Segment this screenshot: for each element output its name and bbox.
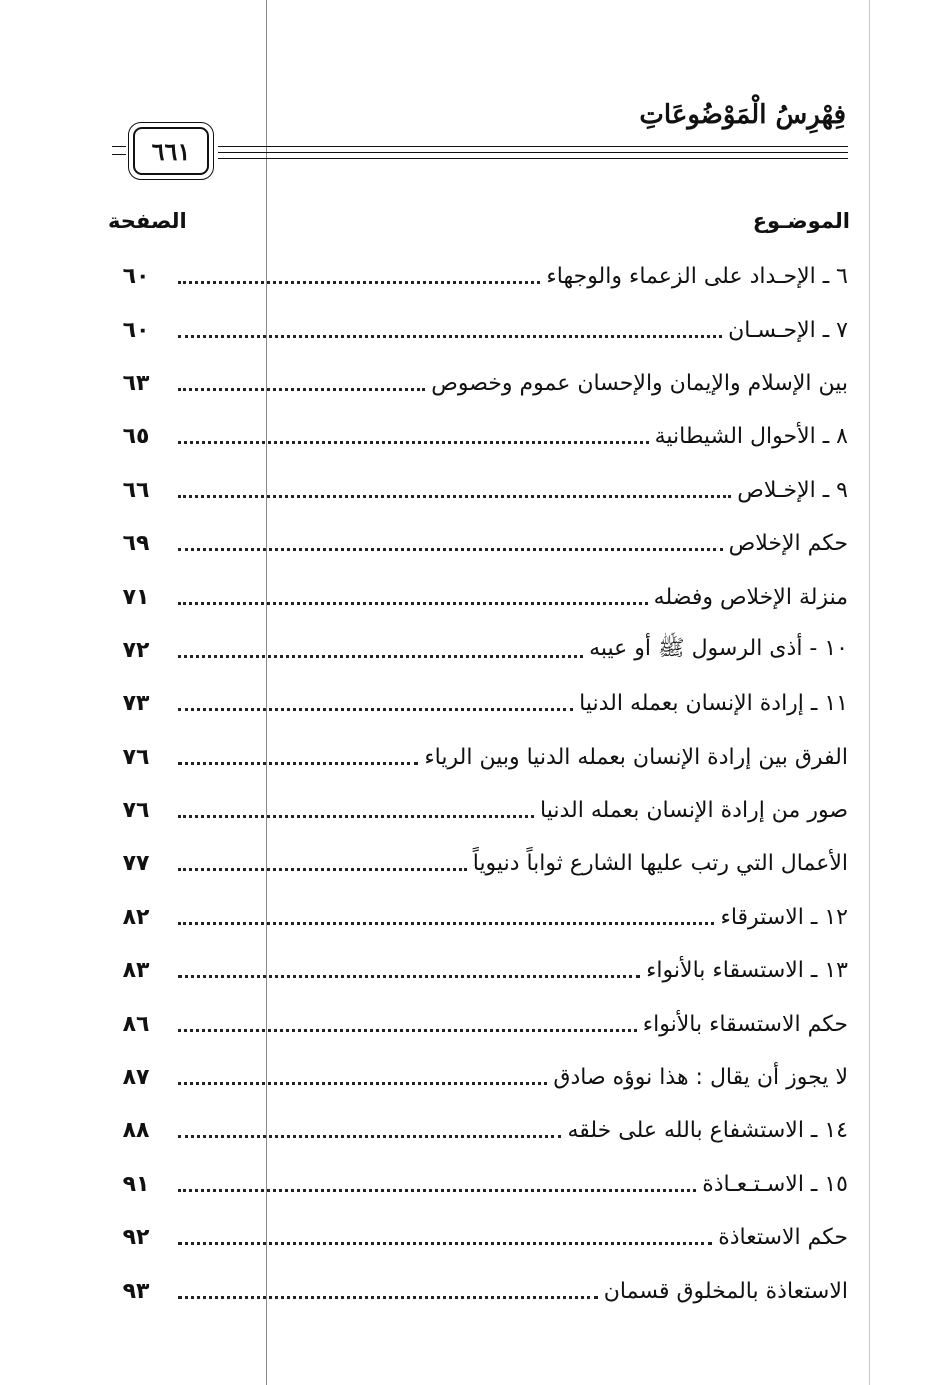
toc-entry-page: ٧١	[122, 584, 150, 610]
toc-leader-dots	[178, 655, 583, 658]
header-ornament	[112, 146, 126, 158]
toc-entry-title: ١٥ ـ الاسـتـعـاذة	[702, 1171, 848, 1197]
toc-entry-title: الفرق بين إرادة الإنسان بعمله الدنيا وبين الرياء	[424, 744, 848, 770]
toc-entry-page: ٧٢	[122, 637, 150, 663]
toc-entry-title: الاستعاذة بالمخلوق قسمان	[603, 1278, 848, 1304]
toc-entry-title: لا يجوز أن يقال : هذا نوؤه صادق	[553, 1065, 848, 1091]
toc-entry-page: ٩٣	[122, 1278, 150, 1304]
toc-entry	[100, 1158, 848, 1211]
page-number-badge	[133, 127, 209, 175]
toc-entry-title: ١٤ ـ الاستشفاع بالله على خلقه	[567, 1118, 848, 1144]
toc-entry-page: ٨٣	[122, 958, 150, 984]
toc-entry-page: ٩٢	[122, 1225, 150, 1251]
toc-leader-dots	[178, 922, 714, 925]
toc-entry-title: حكم الاستسقاء بالأنواء	[642, 1011, 848, 1037]
toc-entry	[100, 1051, 848, 1104]
toc-entry-page: ٨٢	[122, 904, 150, 930]
toc-entry	[100, 1104, 848, 1157]
toc-entry	[100, 410, 848, 463]
toc-entry	[100, 677, 848, 730]
toc-leader-dots	[178, 1082, 547, 1085]
table-of-contents	[100, 250, 848, 1318]
toc-entry-page: ٦٠	[122, 264, 150, 290]
toc-entry-page: ٦٣	[122, 370, 150, 396]
toc-leader-dots	[178, 495, 731, 498]
toc-entry-title: صور من إرادة الإنسان بعمله الدنيا	[540, 798, 848, 824]
toc-entry-title: منزلة الإخلاص وفضله	[653, 584, 848, 610]
toc-entry-page: ٧٣	[122, 691, 150, 717]
toc-leader-dots	[178, 281, 540, 284]
toc-entry	[100, 997, 848, 1050]
toc-entry-title: ٧ ـ الإحـسـان	[728, 317, 848, 343]
toc-leader-dots	[178, 975, 640, 978]
toc-entry-title: ١٣ ـ الاستسقاء بالأنواء	[646, 958, 848, 984]
toc-leader-dots	[178, 1296, 598, 1299]
toc-entry	[100, 464, 848, 517]
page-edge-line	[869, 0, 870, 1385]
toc-entry-page: ٧٦	[122, 744, 150, 770]
toc-leader-dots	[178, 548, 723, 551]
toc-entry-page: ٦٩	[122, 531, 150, 557]
page-number: ٦٦١	[151, 136, 191, 166]
toc-entry	[100, 731, 848, 784]
toc-entry-page: ٨٨	[122, 1118, 150, 1144]
toc-entry-page: ٩١	[122, 1171, 150, 1197]
toc-entry-page: ٧٧	[122, 851, 150, 877]
toc-entry	[100, 1264, 848, 1317]
toc-entry	[100, 624, 848, 677]
toc-entry-title: ٩ ـ الإخـلاص	[737, 477, 848, 503]
toc-leader-dots	[178, 1029, 637, 1032]
toc-entry	[100, 250, 848, 303]
toc-leader-dots	[178, 815, 534, 818]
toc-leader-dots	[178, 762, 418, 765]
header-rule	[218, 158, 848, 159]
toc-entry	[100, 944, 848, 997]
toc-entry-title: ١٠ - أذى الرسول ﷺ أو عيبه	[589, 636, 848, 662]
page-title: فِهْرِسُ الْمَوْضُوعَاتِ	[639, 100, 846, 130]
toc-entry-page: ٦٠	[122, 317, 150, 343]
toc-entry-title: ٨ ـ الأحوال الشيطانية	[654, 424, 848, 450]
toc-leader-dots	[178, 388, 425, 391]
toc-entry	[100, 357, 848, 410]
toc-leader-dots	[178, 441, 649, 444]
toc-entry	[100, 1211, 848, 1264]
column-header-page: الصفحة	[108, 209, 187, 233]
toc-leader-dots	[178, 335, 722, 338]
toc-entry-title: ٦ ـ الإحـداد على الزعماء والوجهاء	[546, 264, 848, 290]
toc-entry-title: حكم الاستعاذة	[718, 1225, 848, 1251]
toc-leader-dots	[178, 602, 648, 605]
toc-entry	[100, 570, 848, 623]
toc-entry	[100, 517, 848, 570]
toc-entry-page: ٨٦	[122, 1011, 150, 1037]
toc-leader-dots	[178, 708, 573, 711]
header-rule	[218, 146, 848, 147]
toc-entry	[100, 784, 848, 837]
toc-leader-dots	[178, 1189, 696, 1192]
toc-leader-dots	[178, 1242, 712, 1245]
toc-entry	[100, 891, 848, 944]
toc-entry-title: الأعمال التي رتب عليها الشارع ثواباً دنيوياً	[472, 851, 848, 877]
toc-leader-dots	[178, 1135, 561, 1138]
toc-entry-title: حكم الإخلاص	[728, 531, 848, 557]
toc-leader-dots	[178, 868, 467, 871]
toc-entry	[100, 837, 848, 890]
toc-entry-title: ١١ ـ إرادة الإنسان بعمله الدنيا	[579, 691, 848, 717]
toc-entry-title: بين الإسلام والإيمان والإحسان عموم وخصوص	[431, 370, 848, 396]
toc-entry-page: ٨٧	[122, 1065, 150, 1091]
toc-entry	[100, 303, 848, 356]
toc-entry-page: ٦٦	[122, 477, 150, 503]
toc-entry-page: ٦٥	[122, 424, 150, 450]
toc-entry-title: ١٢ ـ الاسترقاء	[720, 904, 848, 930]
toc-entry-page: ٧٦	[122, 798, 150, 824]
header-rule	[218, 152, 848, 153]
column-header-topic: الموضـوع	[752, 209, 850, 233]
